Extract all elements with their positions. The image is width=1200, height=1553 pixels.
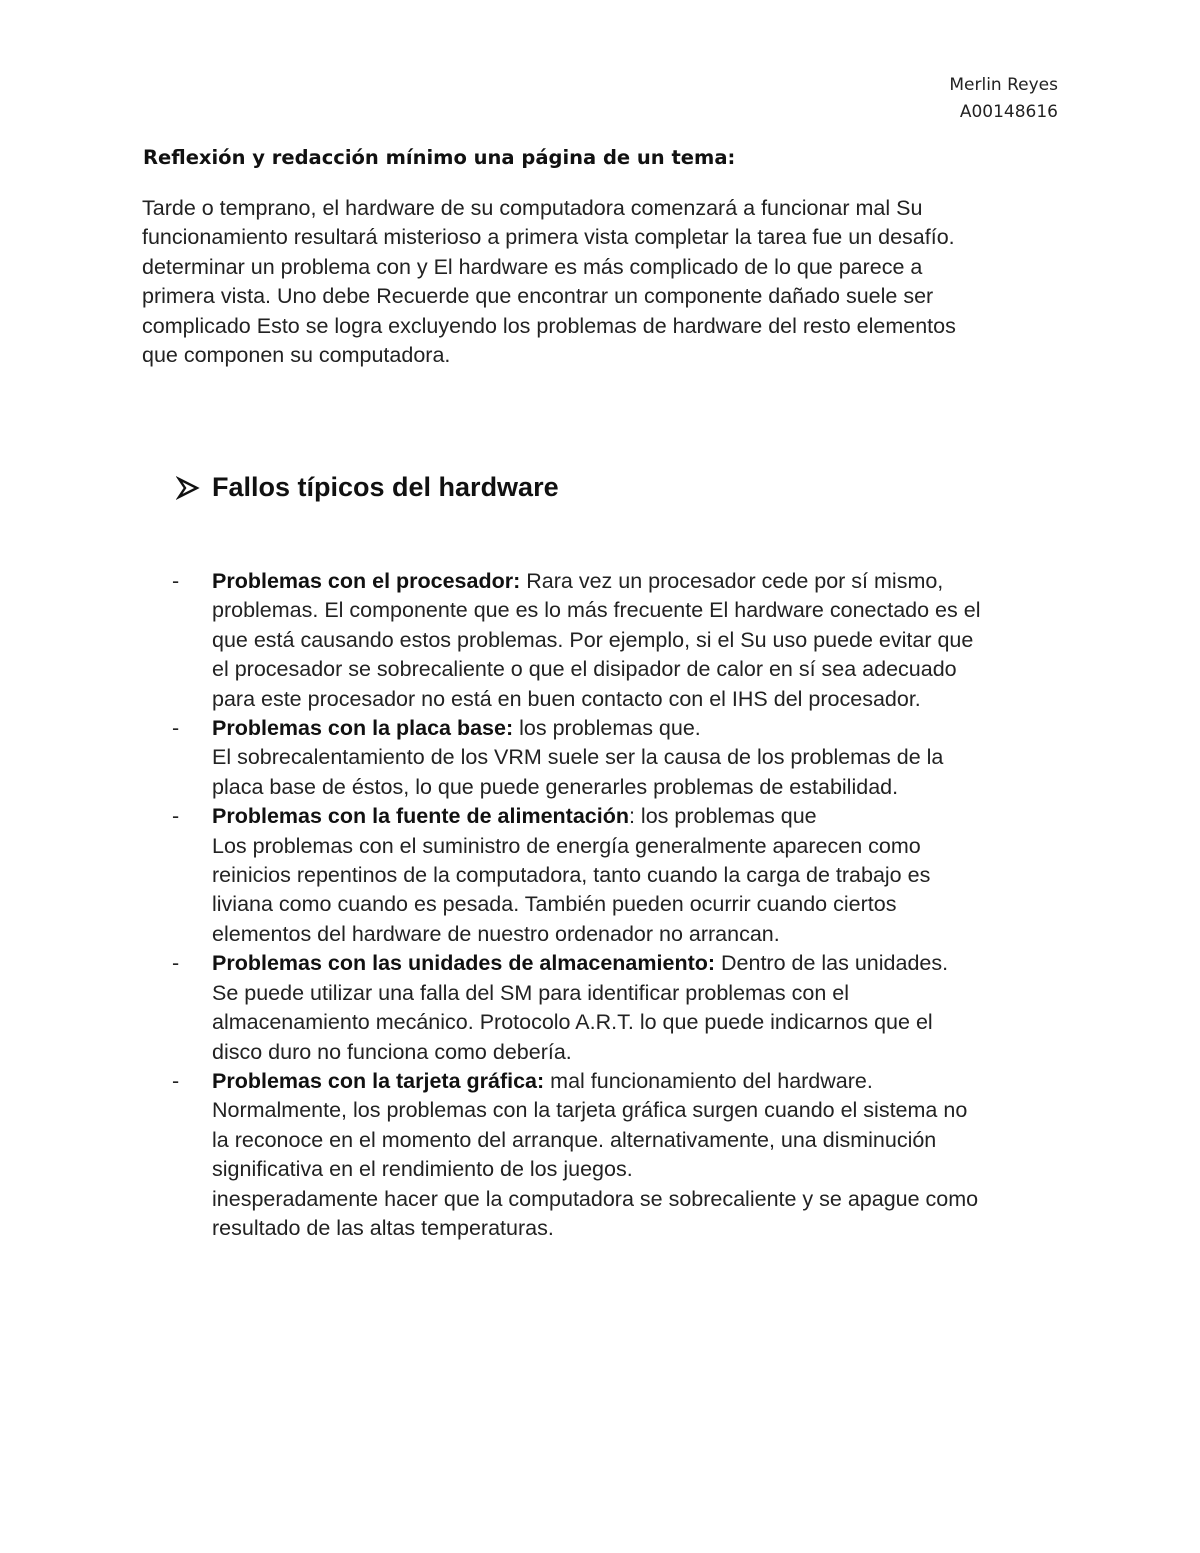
fault-title: Problemas con la fuente de alimentación: [212, 804, 629, 829]
page-heading: Reflexión y redacción mínimo una página de un tema:: [143, 146, 736, 169]
fault-title: Problemas con el procesador:: [212, 569, 521, 593]
fault-line: El sobrecalentamiento de los VRM suele ser la causa de los problemas de la: [212, 745, 944, 770]
fault-first-line: [212, 949, 1072, 978]
list-item: [172, 714, 1072, 802]
arrow-bullet-icon: [176, 476, 200, 500]
fault-first-text: : los problemas que: [628, 804, 817, 829]
bullet-dash: -: [172, 951, 180, 976]
fault-first-line: [212, 1067, 1072, 1096]
fault-title: Problemas con la placa base:: [212, 716, 514, 741]
fault-title: Problemas con las unidades de almacenamiento:: [212, 951, 716, 976]
author-block: [949, 72, 1058, 126]
fault-line: Se puede utilizar una falla del SM para identificar problemas con el: [212, 980, 850, 1005]
fault-first-line: [212, 567, 1072, 596]
fault-line: problemas. El componente que es lo más frecuente El hardware conectado es el: [212, 598, 981, 623]
fault-line: disco duro no funciona como debería.: [212, 1039, 572, 1064]
fault-line: Normalmente, los problemas con la tarjeta gráfica surgen cuando el sistema no: [212, 1098, 968, 1123]
author-id: A00148616: [959, 102, 1058, 122]
intro-line: funcionamiento resultará misterioso a primera vista completar la tarea fue un desafío.: [142, 225, 955, 250]
fault-line: resultado de las altas temperaturas.: [212, 1215, 554, 1240]
list-item: [172, 802, 1072, 949]
intro-line: determinar un problema con y El hardware es más complicado de lo que parece a: [142, 254, 923, 279]
fault-line: reinicios repentinos de la computadora, tanto cuando la carga de trabajo es: [212, 863, 931, 888]
list-item: [172, 1067, 1072, 1243]
author-name: Merlin Reyes: [949, 75, 1058, 95]
bullet-dash: -: [172, 716, 180, 741]
fault-line: liviana como cuando es pesada. También pueden ocurrir cuando ciertos: [212, 892, 897, 917]
bullet-dash: -: [172, 1068, 180, 1093]
fault-line: significativa en el rendimiento de los juegos.: [212, 1157, 633, 1182]
section-title-text: Fallos típicos del hardware: [212, 472, 559, 502]
fault-first-text: Dentro de las unidades.: [715, 951, 949, 976]
fault-first-line: [212, 714, 1072, 743]
fault-list: [172, 567, 1072, 1243]
fault-line: almacenamiento mecánico. Protocolo A.R.T. lo que puede indicarnos que el: [212, 1010, 933, 1035]
fault-line: el procesador se sobrecaliente o que el disipador de calor en sí sea adecuado: [212, 657, 957, 682]
intro-paragraph: [142, 194, 1072, 370]
intro-line: que componen su computadora.: [142, 343, 451, 368]
fault-line: elementos del hardware de nuestro ordenador no arrancan.: [212, 921, 780, 946]
fault-line: la reconoce en el momento del arranque. alternativamente, una disminución: [212, 1127, 937, 1152]
fault-first-text: los problemas que.: [513, 716, 701, 741]
fault-first-text: Rara vez un procesador cede por sí mismo,: [520, 569, 944, 593]
fault-title: Problemas con la tarjeta gráfica:: [212, 1068, 545, 1093]
bullet-dash: -: [172, 569, 180, 593]
fault-first-line: [212, 802, 1072, 831]
bullet-dash: -: [172, 804, 180, 829]
fault-line: que está causando estos problemas. Por ejemplo, si el Su uso puede evitar que: [212, 627, 974, 652]
fault-first-text: mal funcionamiento del hardware.: [544, 1068, 873, 1093]
list-item: [172, 949, 1072, 1067]
list-item: [172, 567, 1072, 714]
fault-line: para este procesador no está en buen contacto con el IHS del procesador.: [212, 686, 921, 711]
fault-line: Los problemas con el suministro de energía generalmente aparecen como: [212, 833, 921, 858]
intro-line: primera vista. Uno debe Recuerde que encontrar un componente dañado suele ser: [142, 284, 934, 309]
fault-line: placa base de éstos, lo que puede generarles problemas de estabilidad.: [212, 774, 899, 799]
intro-line: Tarde o temprano, el hardware de su computadora comenzará a funcionar mal Su: [142, 196, 923, 220]
fault-line: inesperadamente hacer que la computadora se sobrecaliente y se apague como: [212, 1186, 979, 1211]
section-title: [176, 472, 559, 503]
intro-line: complicado Esto se logra excluyendo los problemas de hardware del resto elementos: [142, 313, 956, 338]
